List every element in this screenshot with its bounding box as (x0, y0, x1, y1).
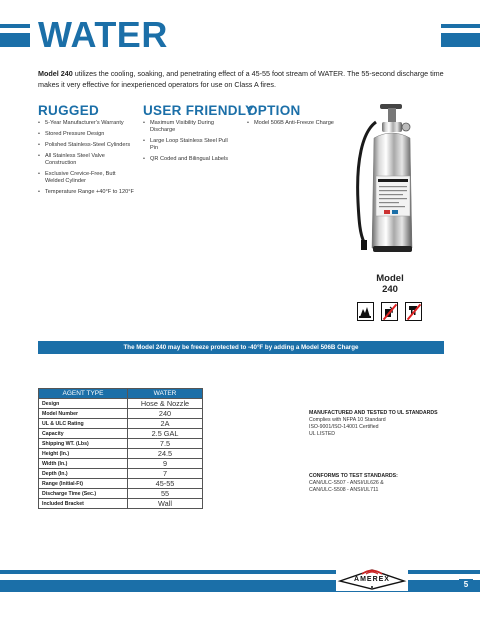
rugged-list (38, 120, 134, 200)
class-b-flammable-liquids-prohibited-icon (381, 302, 398, 321)
page-title: WATER (38, 14, 168, 55)
table-row (39, 449, 203, 459)
table-row (39, 489, 203, 499)
list-item: • Stored Pressure Design (38, 131, 134, 138)
row-value: Wall (128, 499, 203, 509)
table-row (39, 479, 203, 489)
header-stripe-right-top (441, 24, 480, 28)
intro-text: utilizes the cooling, soaking, and penetrating effect of a 45-55 foot stream of WATER. The 55-second discharge time makes it very effective for inexperienced operators for use on Class A fires. (38, 69, 444, 89)
row-label: Included Bracket (39, 499, 128, 509)
table-row (39, 499, 203, 509)
list-item: • 5-Year Manufacturer's Warranty (38, 120, 134, 127)
row-label: UL & ULC Rating (39, 419, 128, 429)
table-row (39, 469, 203, 479)
row-label: Width (In.) (39, 459, 128, 469)
row-value: 2.5 GAL (128, 429, 203, 439)
amerex-logo-text: AMEREX (354, 576, 390, 583)
option-list (247, 120, 342, 131)
list-item: • Temperature Range +40°F to 120°F (38, 189, 134, 196)
row-label: Design (39, 399, 128, 409)
option-heading: OPTION (247, 103, 301, 118)
rugged-heading: RUGGED (38, 103, 100, 118)
row-label: Capacity (39, 429, 128, 439)
row-label: Depth (In.) (39, 469, 128, 479)
row-value: 24.5 (128, 449, 203, 459)
user-friendly-list (143, 120, 237, 167)
certification-line: ISO-9001/ISO-14001 Certified (309, 424, 379, 430)
amerex-logo (336, 567, 408, 591)
table-row (39, 419, 203, 429)
list-item: • Model 506B Anti-Freeze Charge (247, 120, 342, 127)
certification-line: UL LISTED (309, 431, 336, 437)
row-value: 55 (128, 489, 203, 499)
fire-extinguisher-image (352, 102, 428, 260)
class-c-electrical-prohibited-icon (405, 302, 422, 321)
list-item: • All Stainless Steel Valve Construction (38, 153, 134, 167)
product-caption (368, 273, 412, 295)
list-item: • Polished Stainless-Steel Cylinders (38, 142, 134, 149)
certifications-heading: MANUFACTURED AND TESTED TO UL STANDARDS (309, 410, 438, 416)
list-item: • Maximum Visibility During Discharge (143, 120, 237, 134)
table-row (39, 399, 203, 409)
standard-line: CAN/ULC-S507 - ANSI/UL626 & (309, 480, 384, 486)
class-a-ordinary-combustibles-icon (357, 302, 374, 321)
row-value: Hose & Nozzle (128, 399, 203, 409)
freeze-protection-banner: The Model 240 may be freeze protected to -40°F by adding a Model 506B Charge (38, 341, 444, 354)
row-label: Height (In.) (39, 449, 128, 459)
table-row (39, 429, 203, 439)
row-value: 7 (128, 469, 203, 479)
product-caption-line2: 240 (382, 284, 398, 295)
row-label: Model Number (39, 409, 128, 419)
row-label: Discharge Time (Sec.) (39, 489, 128, 499)
header-stripe-left-top (0, 24, 30, 28)
row-value: 45-55 (128, 479, 203, 489)
list-item: • QR Coded and Bilingual Labels (143, 156, 237, 163)
footer-stripe-top (0, 570, 480, 574)
standards-heading: CONFORMS TO TEST STANDARDS: (309, 473, 398, 479)
row-value: 240 (128, 409, 203, 419)
footer-stripe-bottom (0, 580, 480, 592)
row-value: 7.5 (128, 439, 203, 449)
intro-model-lead: Model 240 (38, 69, 73, 78)
header-stripe-right-bottom (441, 33, 480, 47)
intro-paragraph (38, 69, 444, 90)
product-caption-line1: Model (376, 273, 404, 284)
table-header-row (39, 389, 203, 399)
certifications-block (309, 410, 449, 438)
list-item: • Exclusive Crevice-Free, Butt Welded Cylinder (38, 171, 134, 185)
certification-line: Complies with NFPA 10 Standard (309, 417, 386, 423)
spec-table (38, 388, 203, 509)
table-header-value: WATER (128, 389, 203, 399)
row-value: 2A (128, 419, 203, 429)
list-item: • Large Loop Stainless Steel Pull Pin (143, 138, 237, 152)
row-label: Shipping WT. (Lbs) (39, 439, 128, 449)
page-number: 5 (459, 579, 473, 591)
standard-line: CAN/ULC-S508 - ANSI/UL711 (309, 487, 379, 493)
user-friendly-heading: USER FRIENDLY (143, 103, 255, 118)
header-stripe-left-bottom (0, 33, 30, 47)
row-value: 9 (128, 459, 203, 469)
table-header-label: AGENT TYPE (39, 389, 128, 399)
table-row (39, 459, 203, 469)
table-row (39, 409, 203, 419)
row-label: Range (Initial-Ft) (39, 479, 128, 489)
table-row (39, 439, 203, 449)
standards-block (309, 473, 449, 494)
